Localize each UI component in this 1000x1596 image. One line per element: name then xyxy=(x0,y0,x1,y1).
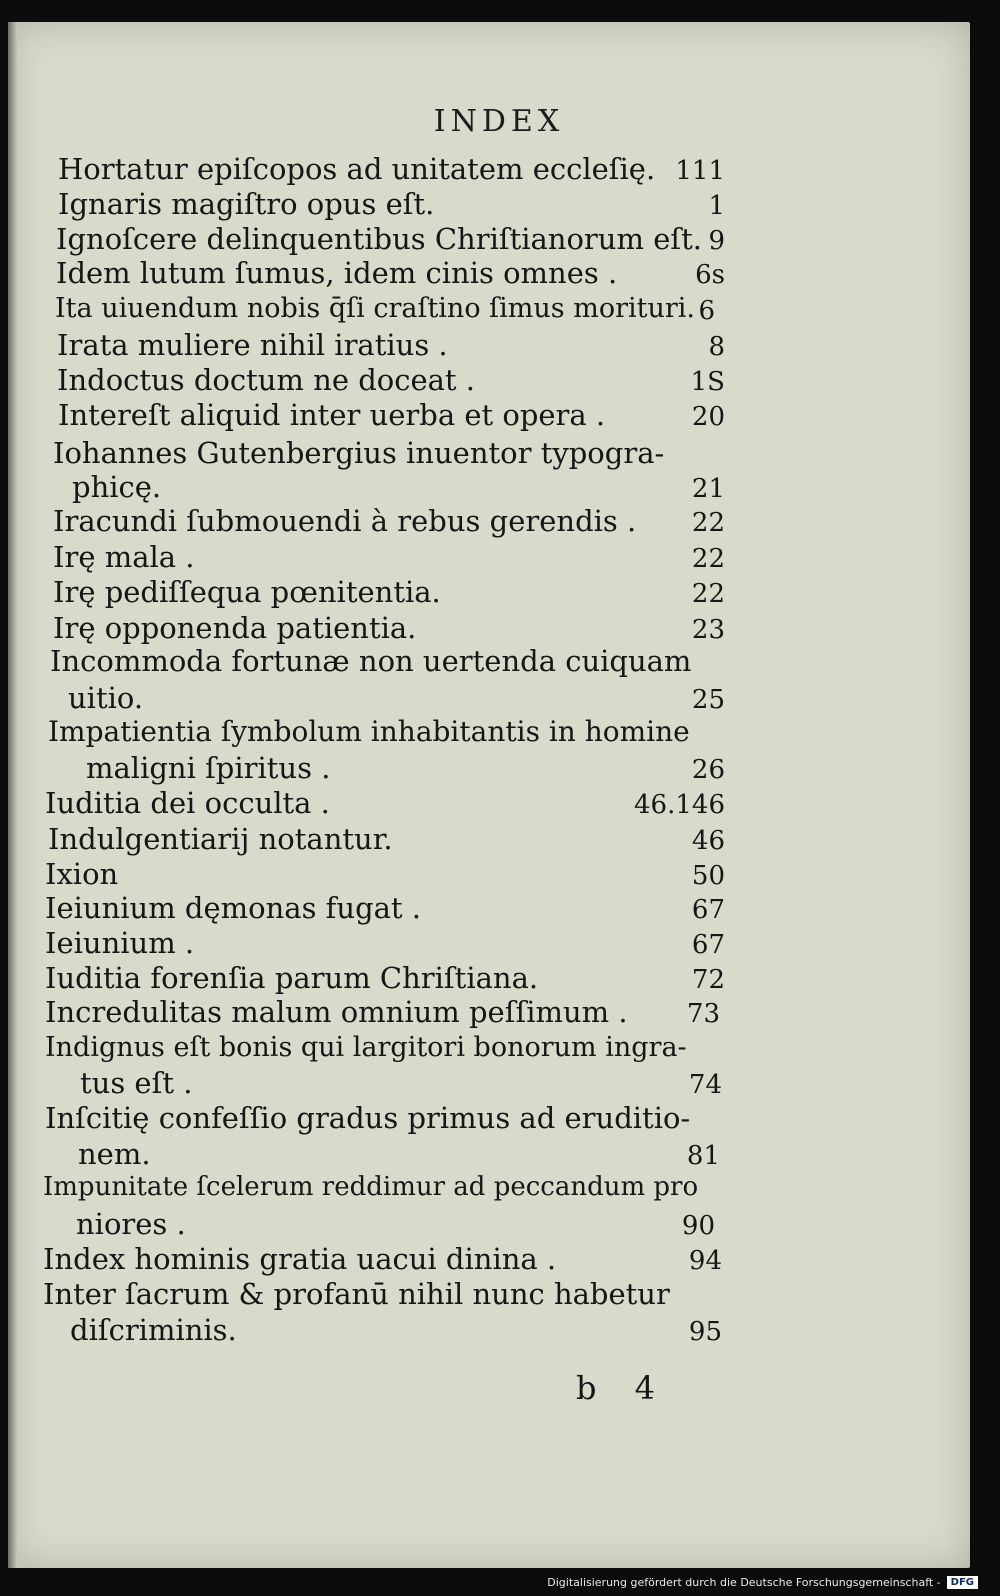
index-entry-text: Hortatur epiſcopos ad unitatem eccleſię. xyxy=(58,152,656,186)
index-entry-text: Incredulitas malum omnium peſſimum . xyxy=(45,995,628,1029)
index-entry-text: Intereſt aliquid inter uerba et opera . xyxy=(58,398,606,432)
index-entry-text: Impunitate ſcelerum reddimur ad peccandum pro xyxy=(43,1172,699,1202)
index-entry-text: Iuditia dei occulta . xyxy=(45,786,330,820)
index-entry-text: Irę mala . xyxy=(53,540,195,574)
index-entry-page: 22 xyxy=(691,508,725,538)
index-entry-page: 6s xyxy=(695,260,725,290)
index-entry-page: 94 xyxy=(688,1246,722,1276)
index-entry-text: nem. xyxy=(78,1137,151,1171)
index-entry-page: 111 xyxy=(675,156,725,186)
index-entry-text: Irę opponenda patientia. xyxy=(53,611,417,645)
index-entry-text: Ieiunium dęmonas fugat . xyxy=(45,891,422,925)
index-entry-text: Irę pediſſequa pœnitentia. xyxy=(53,575,441,609)
signature-mark: b 4 xyxy=(576,1369,670,1407)
index-entry-text: Ixion xyxy=(45,857,119,891)
index-entry-page: 1 xyxy=(708,191,725,221)
index-entry-text: Incommoda fortunæ non uertenda cuiquam xyxy=(50,644,692,678)
index-entry-text: Ignaris magiſtro opus eſt. xyxy=(58,187,435,221)
index-entry-page: 22 xyxy=(691,544,725,574)
index-entry-text: maligni ſpiritus . xyxy=(86,751,331,785)
index-entry-text: Indignus eſt bonis qui largitori bonorum ingra- xyxy=(45,1032,687,1063)
index-entry-text: Indulgentiarij notantur. xyxy=(48,822,393,856)
index-entry-page: 20 xyxy=(691,402,725,432)
index-entry-text: Impatientia ſymbolum inhabitantis in homine xyxy=(48,715,690,748)
index-entry-page: 1S xyxy=(690,367,725,397)
index-entry-page: 26 xyxy=(691,755,725,785)
index-entry-page: 74 xyxy=(688,1070,722,1100)
index-entry-text: Idem lutum ſumus, idem cinis omnes . xyxy=(56,256,618,290)
dfg-logo: DFG xyxy=(947,1576,978,1589)
index-entry-page: 67 xyxy=(691,895,725,925)
index-entry-page: 73 xyxy=(686,999,720,1029)
index-entry-text: Ita uiuendum nobis q̄ſi craſtino ſimus morituri. xyxy=(55,293,695,324)
index-entry-page: 6 xyxy=(698,296,715,326)
page-header: INDEX xyxy=(433,104,565,139)
digitization-credit xyxy=(547,1576,978,1589)
index-entry-page: 81 xyxy=(686,1141,720,1171)
index-entry-page: 21 xyxy=(691,474,725,504)
index-entry-text: uitio. xyxy=(68,681,144,715)
index-entry-text: Ieiunium . xyxy=(45,926,195,960)
index-entry-page: 90 xyxy=(681,1211,715,1241)
index-entry-page: 46 xyxy=(691,826,725,856)
index-entry-page: 8 xyxy=(708,332,725,362)
index-entry-text: Index hominis gratia uacui dinina . xyxy=(43,1242,557,1276)
index-entry-page: 50 xyxy=(691,861,725,891)
index-entry-text: Iuditia forenſia parum Chriſtiana. xyxy=(45,961,539,995)
index-entry-page: 46.146 xyxy=(634,790,725,820)
index-entry-text: Inter ſacrum & profanū nihil nunc habetur xyxy=(43,1277,670,1311)
index-entry-text: Irata muliere nihil iratius . xyxy=(57,328,448,362)
index-entry-text: Indoctus doctum ne doceat . xyxy=(57,363,476,397)
index-entry-text: Ignoſcere delinquentibus Chriſtianorum eſt. xyxy=(56,222,702,256)
index-entry-page: 72 xyxy=(691,965,725,995)
index-entry-text: niores . xyxy=(76,1207,186,1241)
index-entry-page: 95 xyxy=(688,1317,722,1347)
credit-text: Digitalisierung gefördert durch die Deutsche Forschungsgemeinschaft - xyxy=(547,1576,941,1589)
index-entry-text: phicę. xyxy=(72,470,162,504)
index-entry-page: 25 xyxy=(691,685,725,715)
book-page xyxy=(8,22,970,1568)
index-entry-text: tus eſt . xyxy=(80,1066,193,1100)
index-entry-page: 9 xyxy=(708,226,725,256)
index-entry-text: Iracundi ſubmouendi à rebus gerendis . xyxy=(53,504,637,538)
index-entry-page: 67 xyxy=(691,930,725,960)
index-entry-page: 22 xyxy=(691,579,725,609)
index-entry-page: 23 xyxy=(691,615,725,645)
index-entry-text: diſcriminis. xyxy=(70,1313,237,1347)
index-entry-text: Iohannes Gutenbergius inuentor typogra- xyxy=(53,436,665,470)
index-entry-text: Inſcitię confeſſio gradus primus ad eruditio- xyxy=(45,1101,691,1135)
